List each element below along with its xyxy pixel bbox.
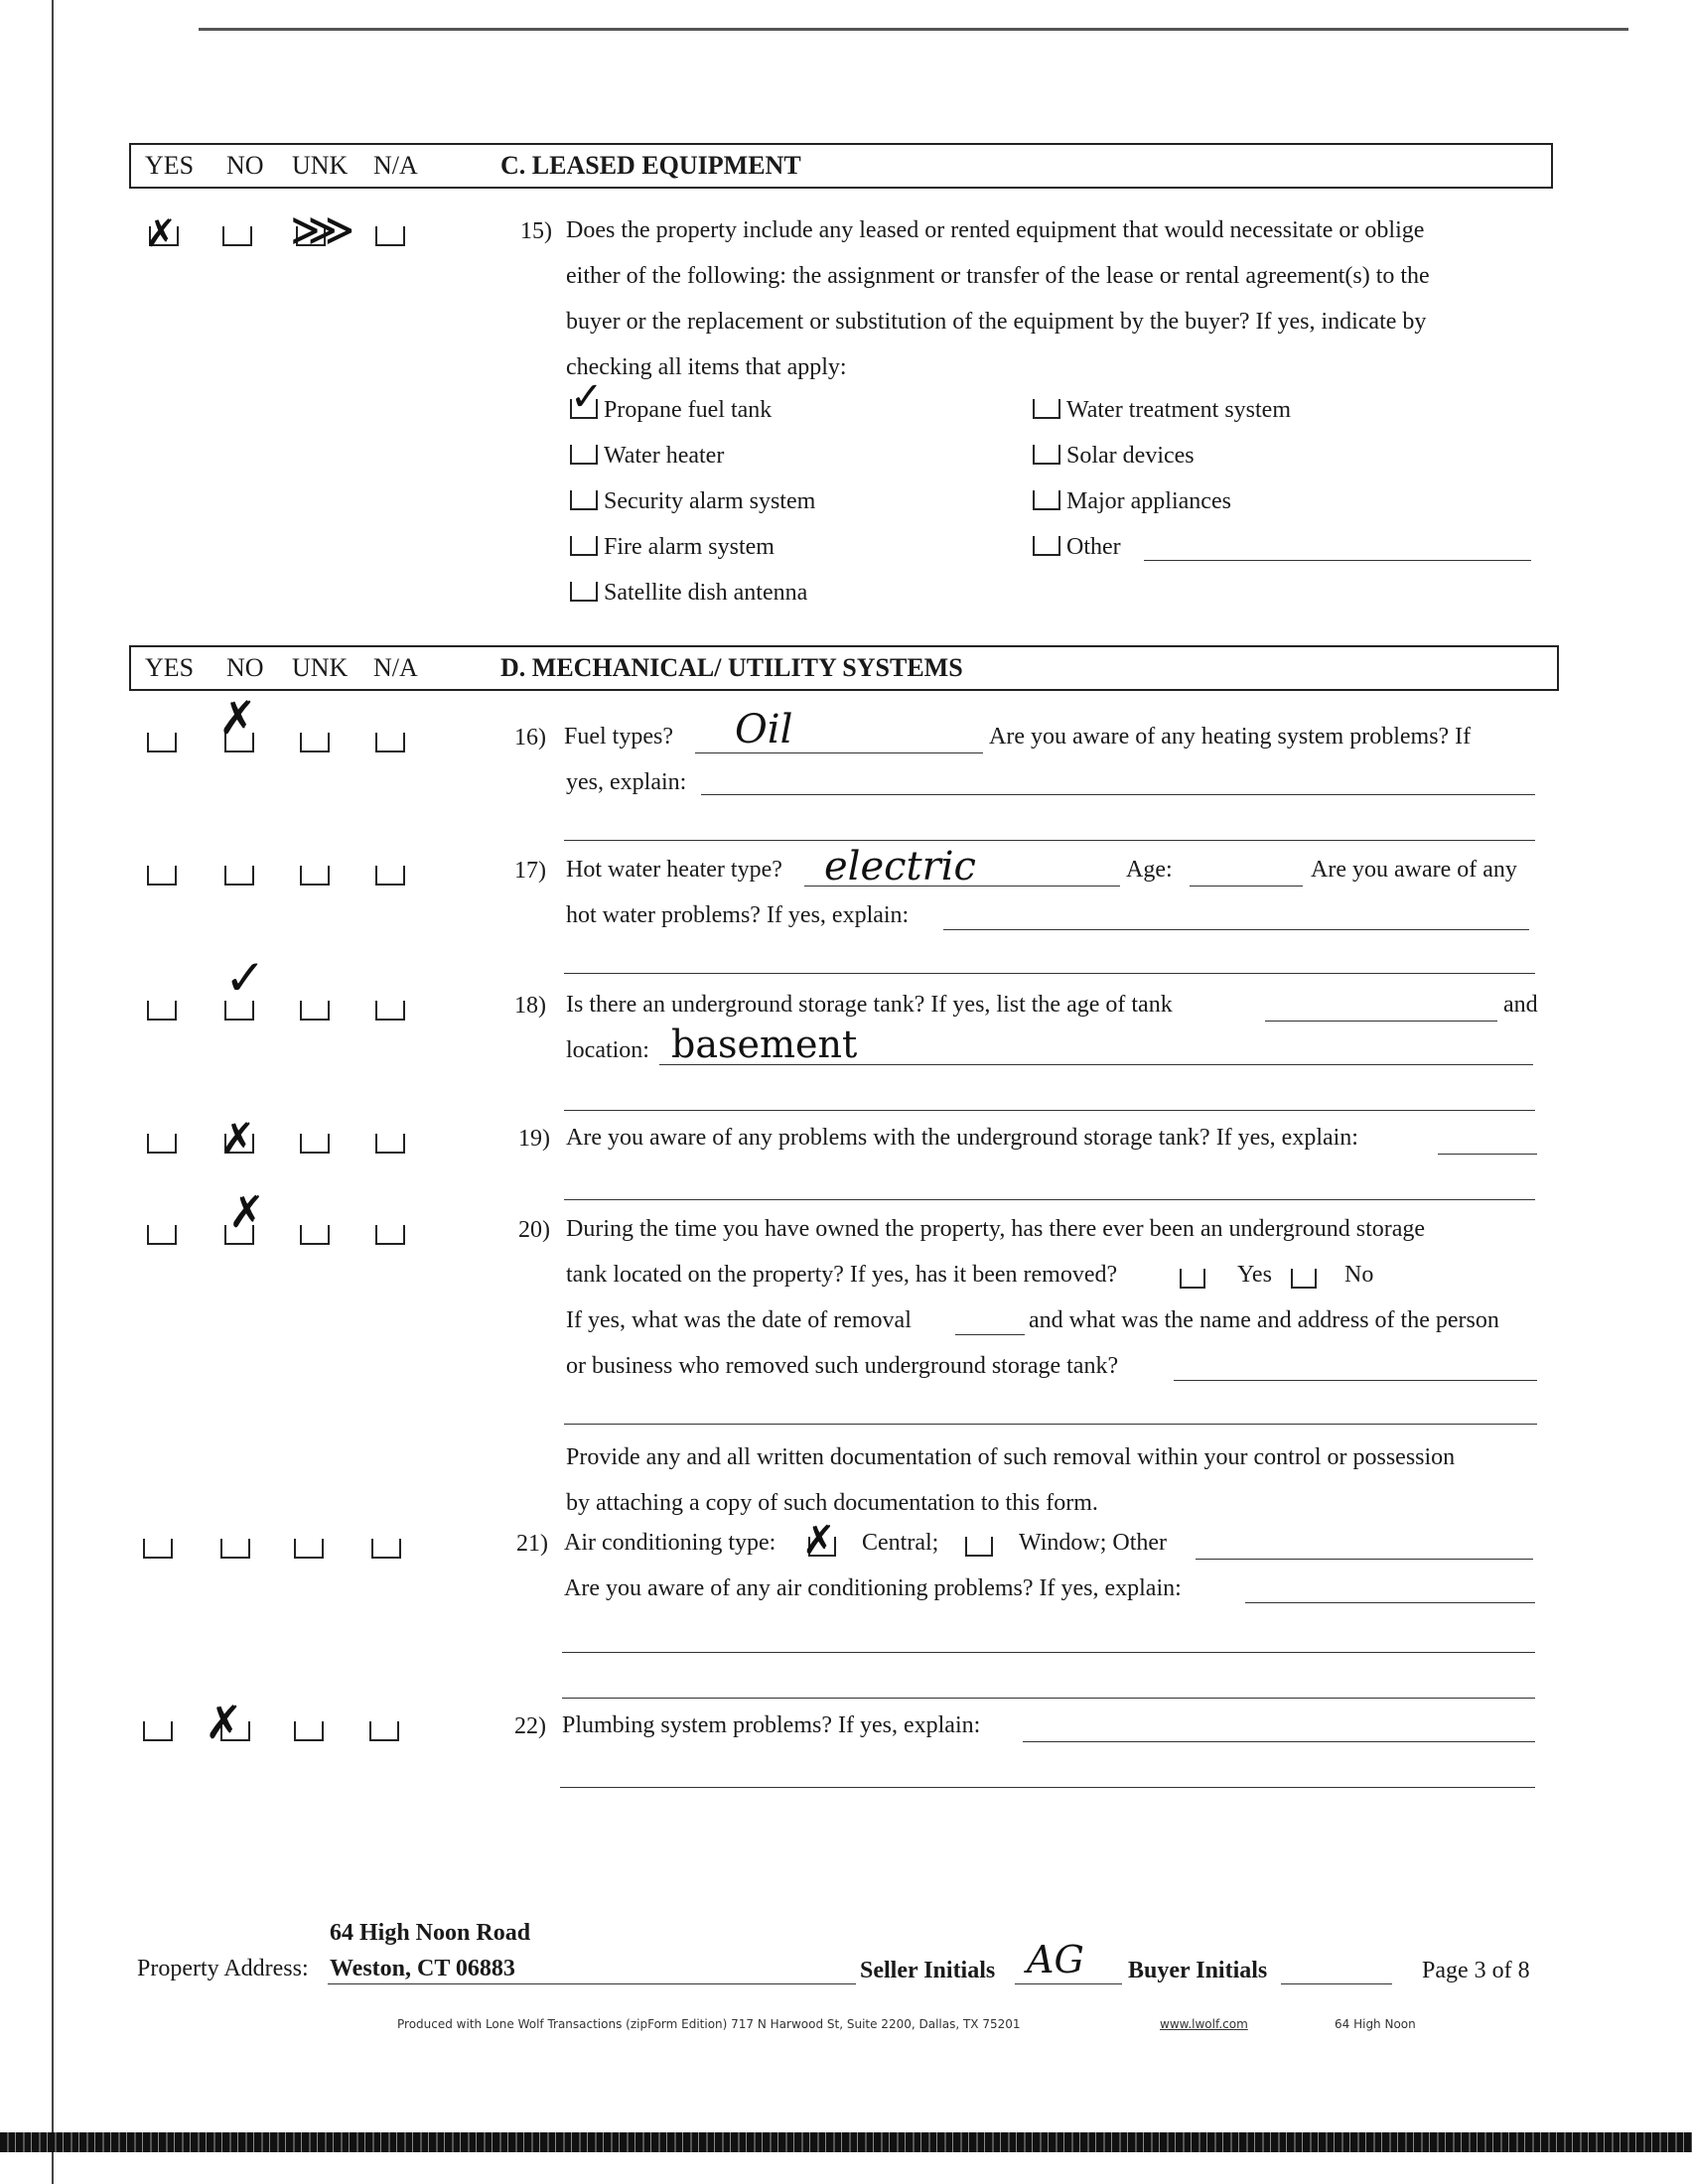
scan-artifact-bar [0,2132,1692,2152]
q20-date-line[interactable] [955,1334,1025,1335]
other-fill-line[interactable] [1144,560,1531,561]
q17-text-a: Hot water heater type? [566,857,782,883]
seller-initials-line[interactable] [1015,1983,1122,1984]
q20-text-5: Provide any and all written documentation of such removal within your control or possession [566,1444,1456,1470]
q15-no-checkbox[interactable] [222,226,252,246]
q21-na-checkbox[interactable] [371,1539,401,1559]
top-rule [199,28,1628,31]
item-fire-alarm[interactable] [570,534,775,561]
item-other[interactable] [1033,534,1121,561]
q17-text-c: Are you aware of any [1311,857,1517,883]
item-water-heater[interactable] [570,443,724,470]
page-number: Page 3 of 8 [1422,1958,1530,1983]
seller-initials-value: AG [1027,1938,1084,1981]
satellite-dish-checkbox[interactable] [570,582,598,602]
propane-label: Propane fuel tank [604,397,773,423]
q16-fuel-line[interactable] [695,752,983,753]
q18-yes-checkbox[interactable] [147,1001,177,1021]
q16-text-a: Fuel types? [564,724,673,750]
q19-number: 19) [518,1126,550,1152]
q17-unk-checkbox[interactable] [300,866,330,886]
col-unk: UNK [292,653,349,682]
q17-age-line[interactable] [1190,886,1303,887]
document-name: 64 High Noon [1335,2017,1416,2031]
col-yes: YES [145,653,195,682]
section-d-header [129,645,1559,691]
col-no: NO [226,151,264,180]
q21-explain-line-3[interactable] [562,1698,1535,1699]
water-heater-checkbox[interactable] [570,445,598,465]
q16-number: 16) [514,725,546,751]
q21-no-checkbox[interactable] [220,1539,250,1559]
q20-text-3b: and what was the name and address of the person [1029,1307,1499,1333]
q18-age-line[interactable] [1265,1021,1497,1022]
q19-unk-checkbox[interactable] [300,1134,330,1154]
q21-text-b: Are you aware of any air conditioning problems? If yes, explain: [564,1575,1182,1601]
q17-text-d: hot water problems? If yes, explain: [566,902,910,928]
q21-unk-checkbox[interactable] [294,1539,324,1559]
q20-na-checkbox[interactable] [375,1225,405,1245]
col-unk: UNK [292,151,349,180]
q17-explain-line-1[interactable] [943,929,1529,930]
q21-explain-line-2[interactable] [562,1652,1535,1653]
q15-number: 15) [520,218,552,244]
q21-window-label: Window; Other [1019,1530,1168,1556]
q22-no-mark: ✗ [205,1696,243,1749]
seller-initials-label: Seller Initials [860,1958,996,1983]
q20-remover-line-2[interactable] [564,1424,1537,1425]
q22-number: 22) [514,1713,546,1739]
property-address-label: Property Address: [137,1956,309,1981]
q20-removed-yes-checkbox[interactable] [1180,1269,1205,1289]
q21-window-checkbox[interactable] [965,1537,993,1557]
q15-text-2: either of the following: the assignment or transfer of the lease or rental agreement(s) to the [566,263,1430,289]
q22-yes-checkbox[interactable] [143,1721,173,1741]
q16-unk-checkbox[interactable] [300,733,330,752]
col-na: N/A [373,653,418,682]
solar-devices-label: Solar devices [1066,443,1195,469]
q18-number: 18) [514,993,546,1019]
q19-explain-line-2[interactable] [564,1199,1535,1200]
fire-alarm-label: Fire alarm system [604,534,775,560]
q19-no-mark: ✗ [220,1114,256,1162]
item-satellite-dish[interactable] [570,580,807,607]
q16-explain-line-2[interactable] [564,840,1535,841]
q17-yes-checkbox[interactable] [147,866,177,886]
q15-text-1: Does the property include any leased or rented equipment that would necessitate or oblige [566,217,1425,243]
section-c-header [129,143,1553,189]
water-treatment-label: Water treatment system [1066,397,1291,423]
property-address-line2: Weston, CT 06883 [330,1956,515,1981]
col-yes: YES [145,151,195,180]
q20-text-4: or business who removed such underground storage tank? [566,1353,1119,1379]
q17-no-checkbox[interactable] [224,866,254,886]
buyer-initials-label: Buyer Initials [1128,1958,1268,1983]
q16-yes-checkbox[interactable] [147,733,177,752]
q20-removed-no-label: No [1344,1262,1374,1288]
q16-no-mark: ✗ [218,691,257,745]
q20-removed-no-checkbox[interactable] [1291,1269,1317,1289]
property-address-line1: 64 High Noon Road [330,1920,531,1946]
water-treatment-checkbox[interactable] [1033,399,1060,419]
q16-explain-line-1[interactable] [701,794,1535,795]
q21-central-mark: ✗ [802,1518,836,1564]
q15-text-3: buyer or the replacement or substitution of the equipment by the buyer? If yes, indicate by [566,309,1427,335]
q18-na-checkbox[interactable] [375,1001,405,1021]
q16-fuel-answer: Oil [735,707,793,752]
q18-no-mark: ✓ [224,949,266,1007]
solar-devices-checkbox[interactable] [1033,445,1060,465]
q21-number: 21) [516,1531,548,1557]
section-d-title: D. MECHANICAL/ UTILITY SYSTEMS [500,653,963,682]
q20-remover-line-1[interactable] [1174,1380,1537,1381]
q22-text-a: Plumbing system problems? If yes, explain: [562,1712,981,1738]
security-alarm-checkbox[interactable] [570,490,598,510]
q16-text-b: Are you aware of any heating system problems? If [989,724,1472,750]
q22-explain-line-1[interactable] [1023,1741,1535,1742]
item-major-appliances[interactable] [1033,488,1231,515]
q18-location-answer: basement [671,1023,858,1066]
q17-text-b: Age: [1126,857,1173,883]
q19-text-a: Are you aware of any problems with the underground storage tank? If yes, explain: [566,1125,1358,1151]
q15-yes-mark: ✗ [145,211,177,255]
q20-number: 20) [518,1217,550,1243]
major-appliances-checkbox[interactable] [1033,490,1060,510]
q20-text-3a: If yes, what was the date of removal [566,1307,912,1333]
q20-text-2: tank located on the property? If yes, has it been removed? [566,1262,1118,1288]
q20-no-mark: ✗ [228,1187,265,1238]
q21-explain-line-1[interactable] [1245,1602,1535,1603]
propane-check-mark: ✓ [570,374,604,420]
q17-number: 17) [514,858,546,884]
q21-yes-checkbox[interactable] [143,1539,173,1559]
water-heater-label: Water heater [604,443,725,469]
q17-na-checkbox[interactable] [375,866,405,886]
q18-unk-checkbox[interactable] [300,1001,330,1021]
col-na: N/A [373,151,418,180]
major-appliances-label: Major appliances [1066,488,1231,514]
q17-explain-line-2[interactable] [564,973,1535,974]
q15-text-4: checking all items that apply: [566,354,847,380]
q22-unk-checkbox[interactable] [294,1721,324,1741]
q22-na-checkbox[interactable] [369,1721,399,1741]
q16-text-c: yes, explain: [566,769,687,795]
item-water-treatment[interactable] [1033,397,1291,424]
q18-text-c: location: [566,1037,649,1063]
q19-yes-checkbox[interactable] [147,1134,177,1154]
q20-text-6: by attaching a copy of such documentation to this form. [566,1490,1098,1516]
satellite-dish-label: Satellite dish antenna [604,580,808,606]
q20-text-1: During the time you have owned the property, has there ever been an underground storage [566,1216,1426,1242]
item-security-alarm[interactable] [570,488,815,515]
q15-unk-scribble: ⋙ [290,203,355,256]
q22-explain-line-2[interactable] [560,1787,1535,1788]
produced-by-text: Produced with Lone Wolf Transactions (zipForm Edition) 717 N Harwood St, Suite 2200, Dallas, TX 75201 [397,2017,1021,2031]
q18-text-b: and [1503,992,1538,1018]
q16-na-checkbox[interactable] [375,733,405,752]
q21-text-a: Air conditioning type: [564,1530,776,1556]
other-label: Other [1066,534,1121,560]
q18-text-a: Is there an underground storage tank? If yes, list the age of tank [566,992,1173,1018]
q15-na-checkbox[interactable] [375,226,405,246]
q20-yes-checkbox[interactable] [147,1225,177,1245]
q18-line-2[interactable] [564,1110,1535,1111]
q19-explain-line-1[interactable] [1438,1154,1537,1155]
q17-type-answer: electric [824,844,976,889]
item-solar-devices[interactable] [1033,443,1195,470]
q20-unk-checkbox[interactable] [300,1225,330,1245]
page-edge [52,0,54,2184]
section-c-title: C. LEASED EQUIPMENT [500,151,801,180]
lwolf-url[interactable]: www.lwolf.com [1160,2017,1248,2031]
other-checkbox[interactable] [1033,536,1060,556]
q19-na-checkbox[interactable] [375,1134,405,1154]
col-no: NO [226,653,264,682]
q21-central-label: Central; [862,1530,939,1556]
property-address-underline [328,1983,856,1984]
security-alarm-label: Security alarm system [604,488,816,514]
buyer-initials-line[interactable] [1281,1983,1392,1984]
fire-alarm-checkbox[interactable] [570,536,598,556]
q21-other-line[interactable] [1196,1559,1533,1560]
q20-removed-yes-label: Yes [1237,1262,1272,1288]
